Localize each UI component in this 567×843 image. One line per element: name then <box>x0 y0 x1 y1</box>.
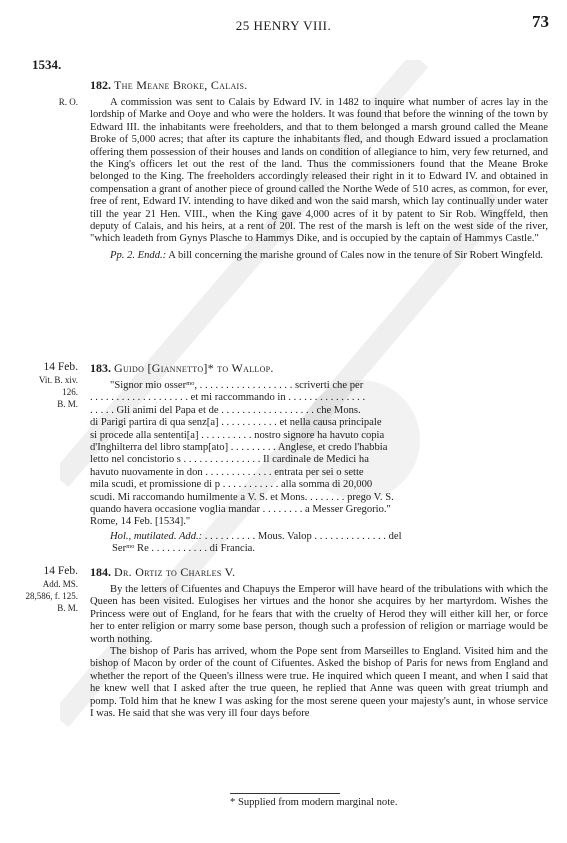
entry-body <box>90 565 548 720</box>
entry-endorsement <box>90 250 548 262</box>
entry-number: 183. <box>90 361 111 375</box>
entry-margin-source <box>18 96 78 108</box>
entry-heading <box>90 361 548 376</box>
source-reference: R. O. <box>58 97 78 107</box>
running-header <box>0 12 567 38</box>
entry-heading <box>90 565 548 580</box>
endorsement-tag: Pp. 2. Endd.: <box>110 249 167 261</box>
source-reference: Vit. B. xiv. <box>38 375 78 385</box>
entry-margin-source <box>18 361 78 410</box>
source-folio: 126. <box>62 387 78 397</box>
entry-title: Dr. Ortiz to Charles V. <box>114 565 236 579</box>
footnote: * Supplied from modern marginal note. <box>230 797 398 808</box>
quote-line: d'Inghilterra del libro stamp[ato] . . . . . . . . . Anglese, et credo l'habbia <box>90 442 388 454</box>
entry-title: The Meane Broke, Calais. <box>114 78 248 92</box>
endorsement-tag: Hol., mutilated. Add.: <box>110 530 203 542</box>
quote-line: Rome, 14 Feb. [1534]." <box>90 516 191 528</box>
entry-body <box>90 78 548 262</box>
entry-number: 184. <box>90 565 111 579</box>
quote-line: scudi. Mi raccomando humilmente a V. S. et Mons. . . . . . . . prego V. S. <box>90 491 394 503</box>
endorsement-text: . . . . . . . . . . Mous. Valop . . . . . . . . . . . . . . del <box>202 530 402 542</box>
entry-date: 14 Feb. <box>43 565 78 577</box>
footnote-rule <box>230 793 340 794</box>
quote-line: quando havera occasione voglia mandar . . . . . . . . a Messer Gregorio." <box>90 504 391 516</box>
quote-line: havuto nuovamente in don . . . . . . . . . . . . . entrata per sei o sette <box>90 466 364 478</box>
quote-line: si procede alla sententi[a] . . . . . . . . . . nostro signore ha havuto copia <box>90 429 385 441</box>
source-repository: B. M. <box>57 603 78 613</box>
entry-endorsement <box>90 531 548 543</box>
entry-date: 14 Feb. <box>43 361 78 373</box>
source-folio: 28,586, f. 125. <box>25 591 78 601</box>
endorsement-continued: Serᵐᵒ Re . . . . . . . . . . . di Francia. <box>112 543 255 555</box>
entry-heading <box>90 78 548 93</box>
year-heading: 1534. <box>32 57 62 72</box>
quote-line: . . . . . Gli animi del Papa et de . . . . . . . . . . . . . . . . . . che Mons. <box>90 404 361 416</box>
quote-line: letto nel concistorio s . . . . . . . . . . . . . . . Il cardinale de Medici ha <box>90 454 369 466</box>
entry-margin-source <box>18 565 78 614</box>
endorsement-text: A bill concerning the marishe ground of Cales now in the tenure of Sir Robert Wingfeld. <box>166 249 544 261</box>
quote-line: mila scudi, et promissione di p . . . . . . . . . . . alla somma di 20,000 <box>90 479 373 491</box>
entry-paragraph: A commission was sent to Calais by Edward IV. in 1482 to inquire what number of acres lay in the lordship of Marke and Ooye and who were the holders. It was found that before the winning of the town by Edward III. the inhabitants were freeholders, and that to them belonged a marsh ground called the Meane Broke of 5,000 acres; that after its capture the inhabitants fled, and though Edward issued a proclamation offering them possession of their houses and lands on condition of allegiance to him, very few returned, and the King's officers let out the rest of the land. Thus the commissioners found that the Meane Broke belonged to the King. The freeholders accordingly released their right in it to Edward IV. and obtained in compensation a grant of another piece of ground called the Northe Wede of 510 acres, as common, for ever, free of rent, Edward IV. intending to have diked and won the said marsh, which lay continually under water till the year 21 Hen. VIII., when the King gave 4,000 acres of it by patent to Sir Rob. Wingffeld, then deputy of Calais, and his heirs, at a rent of 20l. The rest of the marsh is left on the west side of the river, "which leadeth from Gynys Plasche to Hammys Dike, and is occupied by the captain of Hammys Castle." <box>90 97 548 245</box>
quote-line: di Parigi partira di qua senz[a] . . . . . . . . . . . et nella causa principale <box>90 417 382 429</box>
entry-paragraph: By the letters of Cifuentes and Chapuys the Emperor will have heard of the tribulations with which the Queen has been visited. Eulogises her virtues and the honor she acquires by her martyrdom. Wishes the Princess were out of England, for he fears that with the cruelty of Herod they will either kill her, or force her to enter religion or marry some base person, though such a profession of religion or marriage would be worth nothing. <box>90 584 548 645</box>
entry-body <box>90 361 548 556</box>
entry-paragraph: The bishop of Paris has arrived, whom the Pope sent from Marseilles to England. Visited him and the bishop of Macon by order of the count of Cifuentes. Asked the bishop of Paris for news from England and whether the report of the Queen's illness were true. He inquired which queen I meant, and when I said that he knew well that I asked after the true queen, he replied that Anne was queen with great triumph and pomp. Told him that he knew I was asking for the most serene queen your majesty's aunt, in whose service I was. He said that she was very ill four days before <box>90 646 548 720</box>
quote-line: . . . . . . . . . . . . . . . . . . . et mi raccommando in . . . . . . . . . . . . . . . <box>90 392 366 404</box>
entry-title: Guido [Giannetto]* to Wallop. <box>114 361 274 375</box>
entry-number: 182. <box>90 78 111 92</box>
source-reference: Add. MS. <box>42 579 78 589</box>
page-number: 73 <box>532 12 549 31</box>
quote-line: "Signor mio osserᵐᵒ, . . . . . . . . . . . . . . . . . . scriverti che per <box>110 380 364 391</box>
running-title: 25 HENRY VIII. <box>235 18 332 33</box>
source-repository: B. M. <box>57 399 78 409</box>
letter-quote <box>90 380 548 529</box>
